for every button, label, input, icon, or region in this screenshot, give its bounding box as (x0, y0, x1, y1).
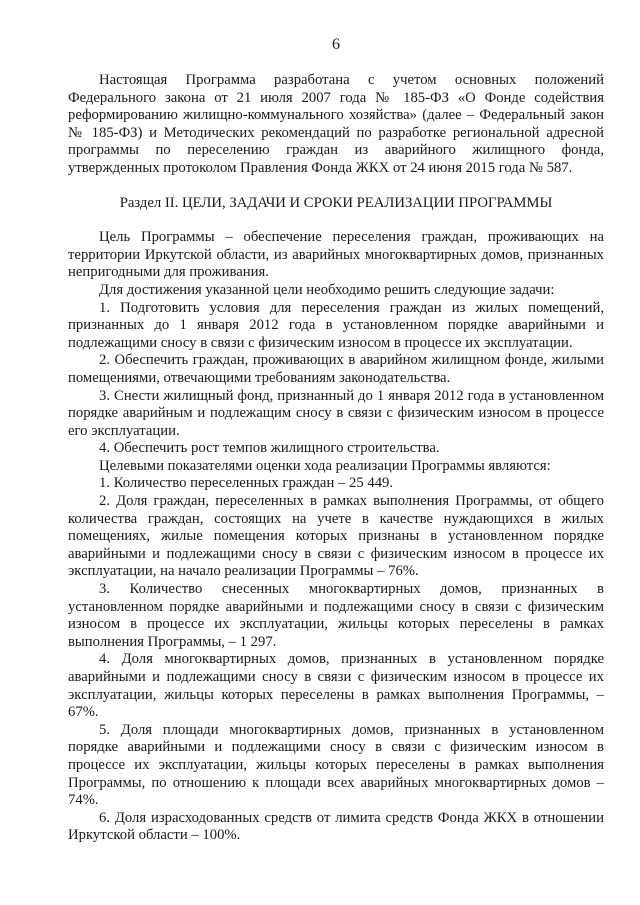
indicator-item-5: 5. Доля площади многоквартирных домов, признанных в установленном порядке аварийными и подлежащими сносу в связи с физическим износом в процессе их эксплуатации, жильцы которых переселены в рамках выполнения Программы, по отношению к площади всех аварийных многоквартирных домов – 74%. (68, 721, 604, 809)
goal-paragraph: Цель Программы – обеспечение переселения граждан, проживающих на территории Иркутской области, из аварийных многоквартирных домов, признанных непригодными для проживания. (68, 229, 604, 281)
indicator-item-1: 1. Количество переселенных граждан – 25 449. (99, 475, 394, 492)
task-item-4: 4. Обеспечить рост темпов жилищного строительства. (99, 440, 440, 457)
intro-paragraph: Настоящая Программа разработана с учетом основных положений Федерального закона от 21 июля 2007 года № 185-ФЗ «О Фонде содействия реформированию жилищно-коммунального хозяйства» (далее – Федеральный закон № 185-ФЗ) и Методических рекомендаций по разработке региональной адресной программы по переселению граждан из аварийного жилищного фонда, утвержденных протоколом Правления Фонда ЖКХ от 24 июня 2015 года № 587. (68, 72, 604, 176)
task-item-1: 1. Подготовить условия для переселения граждан из жилых помещений, признанных до 1 января 2012 года в установленном порядке аварийными и подлежащими сносу в связи с физическим износом в процессе их эксплуатации. (68, 299, 604, 351)
section-body (68, 229, 604, 845)
section-title: Раздел II. ЦЕЛИ, ЗАДАЧИ И СРОКИ РЕАЛИЗАЦИИ ПРОГРАММЫ (119, 194, 553, 211)
indicator-item-3: 3. Количество снесенных многоквартирных домов, признанных в установленном порядке аварийными и подлежащими сносу в связи с физическим износом в процессе их эксплуатации, жильцы которых переселены в рамках выполнения Программы, – 1 297. (68, 581, 604, 650)
tasks-intro: Для достижения указанной цели необходимо решить следующие задачи: (99, 281, 555, 298)
task-item-2: 2. Обеспечить граждан, проживающих в аварийном жилищном фонде, жилыми помещениями, отвечающими требованиям законодательства. (68, 352, 604, 386)
intro-section (68, 72, 604, 178)
indicator-item-6: 6. Доля израсходованных средств от лимита средств Фонда ЖКХ в отношении Иркутской области – 100%. (68, 809, 604, 844)
task-item-3: 3. Снести жилищный фонд, признанный до 1 января 2012 года в установленном порядке аварийным и подлежащим сносу в связи с физическим износом в процессе его эксплуатации. (68, 387, 604, 439)
indicators-intro: Целевыми показателями оценки хода реализации Программы являются: (99, 457, 551, 474)
indicator-item-4: 4. Доля многоквартирных домов, признанных в установленном порядке аварийными и подлежащими сносу в связи с физическим износом в процессе их эксплуатации, жильцы которых переселены в рамках выполнения Программы, – 67%. (68, 651, 604, 721)
indicator-item-2: 2. Доля граждан, переселенных в рамках выполнения Программы, от общего количества граждан, состоящих на учете в качестве нуждающихся в жилых помещениях, жилые помещения которых признаны в установленном порядке аварийными и подлежащими сносу в связи с физическим износом в процессе их эксплуатации, на начало реализации Программы – 76%. (68, 493, 604, 580)
page-number: 6 (332, 36, 340, 53)
